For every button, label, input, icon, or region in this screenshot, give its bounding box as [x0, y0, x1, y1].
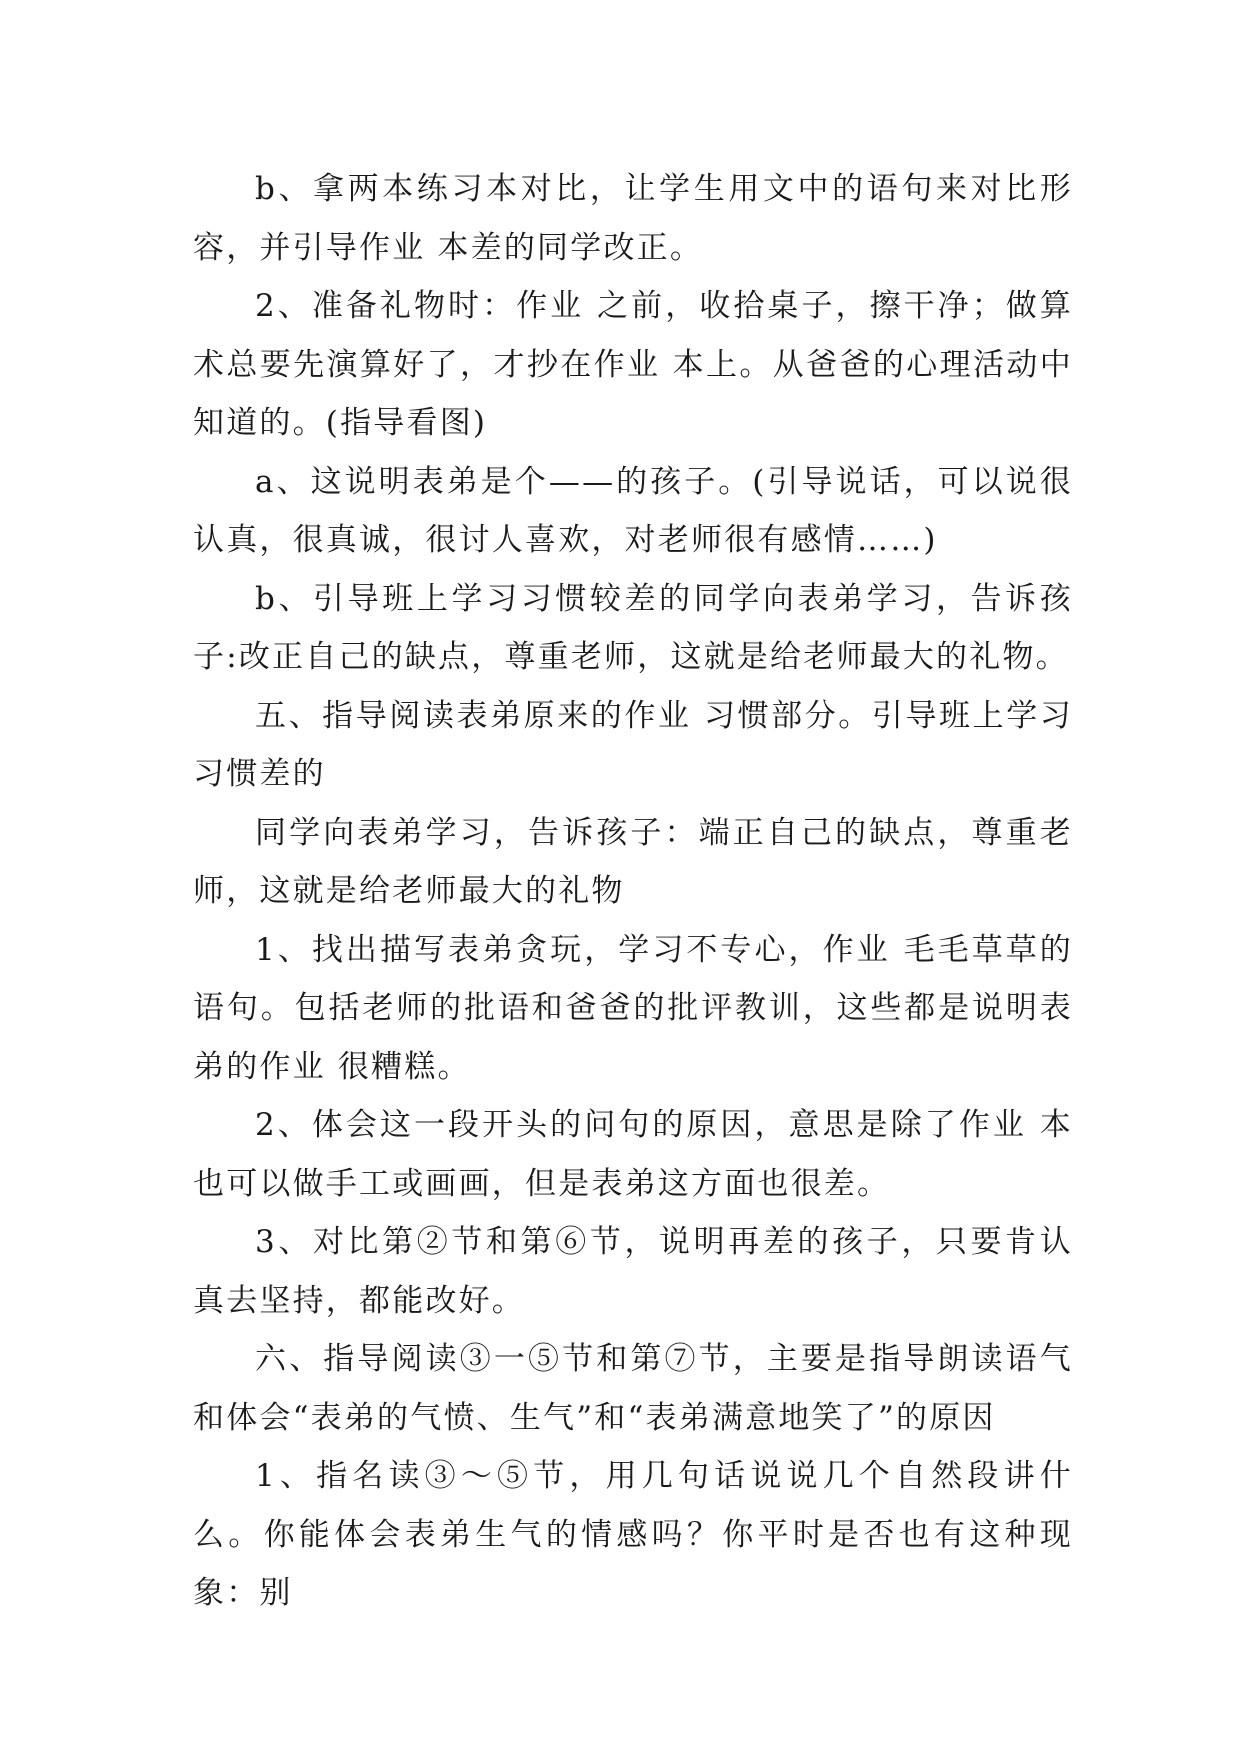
paragraph: 1、找出描写表弟贪玩，学习不专心，作业 毛毛草草的语句。包括老师的批语和爸爸的批评教训，这些都是说明表弟的作业 很糟糕。 [193, 931, 1073, 1085]
paragraph: b、引导班上学习习惯较差的同学向表弟学习，告诉孩子:改正自己的缺点，尊重老师，这就是给老师最大的礼物。 [193, 580, 1073, 675]
paragraph: a、这说明表弟是个——的孩子。(引导说话，可以说很认真，很真诚，很讨人喜欢，对老师很有感情……) [193, 463, 1073, 558]
paragraph: 3、对比第②节和第⑥节，说明再差的孩子，只要肯认真去坚持，都能改好。 [193, 1224, 1073, 1319]
paragraph: 2、准备礼物时：作业 之前，收拾桌子，擦干净；做算术总要先演算好了，才抄在作业 本上。从爸爸的心理活动中知道的。(指导看图) [193, 288, 1073, 441]
paragraph: 同学向表弟学习，告诉孩子：端正自己的缺点，尊重老师，这就是给老师最大的礼物 [193, 814, 1073, 909]
paragraph: 1、指名读③～⑤节，用几句话说说几个自然段讲什么。你能体会表弟生气的情感吗？你平时是否也有这种现象：别 [193, 1458, 1073, 1611]
document-body [193, 160, 1073, 1623]
paragraph: b、拿两本练习本对比，让学生用文中的语句来对比形容，并引导作业 本差的同学改正。 [193, 171, 1073, 266]
paragraph: 六、指导阅读③一⑤节和第⑦节，主要是指导朗读语气和体会“表弟的气愤、生气”和“表弟满意地笑了”的原因 [193, 1341, 1073, 1436]
paragraph: 五、指导阅读表弟原来的作业 习惯部分。引导班上学习习惯差的 [193, 697, 1073, 792]
paragraph: 2、体会这一段开头的问句的原因，意思是除了作业 本也可以做手工或画画，但是表弟这方面也很差。 [193, 1107, 1073, 1202]
